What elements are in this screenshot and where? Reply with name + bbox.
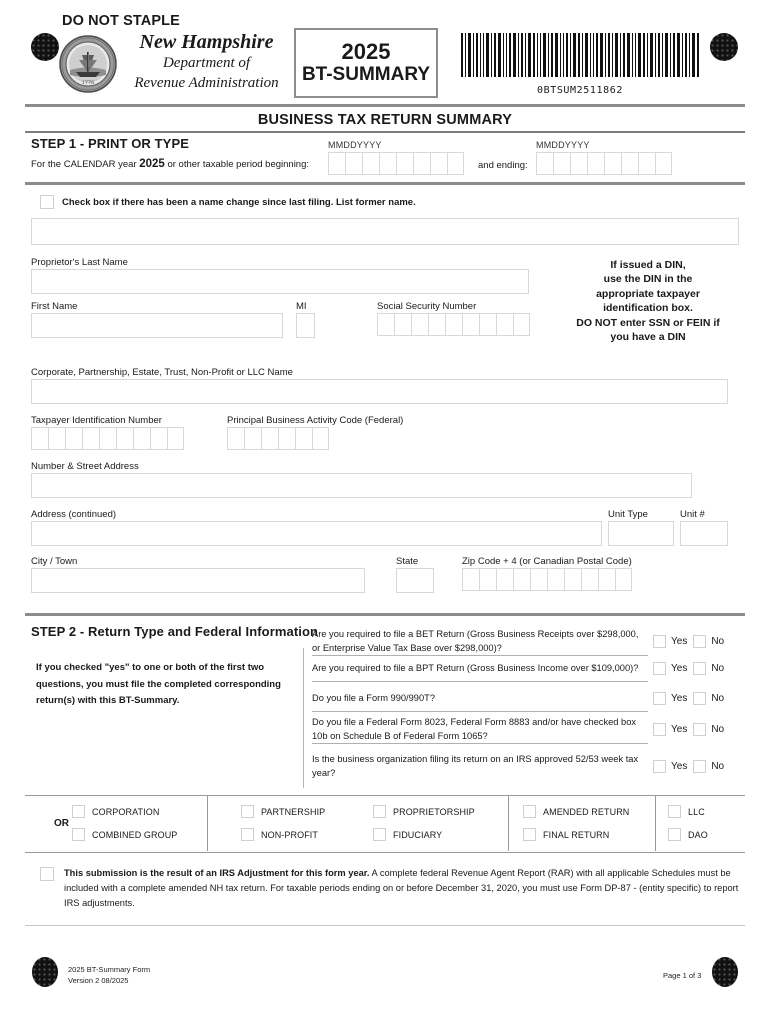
input-cell[interactable] [638,152,655,175]
question-yes-label: Yes [671,636,688,648]
irs-adjustment-checkbox[interactable] [40,867,54,881]
input-cell[interactable] [655,152,672,175]
input-cell[interactable] [48,427,65,450]
input-cell[interactable] [133,427,150,450]
din-note-line: use the DIN in the [603,273,693,286]
calendar-prefix: For the CALENDAR year [31,159,140,170]
question-separator [312,743,648,744]
question-yes-label: Yes [671,724,688,736]
entity-checkbox[interactable] [668,828,681,841]
name-change-checkbox[interactable] [40,195,54,209]
calendar-year: 2025 [139,158,165,170]
entity-option-label: AMENDED RETURN [543,806,630,817]
svg-text:1776: 1776 [81,80,95,86]
entity-option-label: FINAL RETURN [543,829,610,840]
tin-label: Taxpayer Identification Number [31,415,162,426]
unit-type-input[interactable] [608,521,674,546]
irs-adjustment-text [64,866,746,911]
input-cell[interactable] [82,427,99,450]
input-cell[interactable] [547,568,564,591]
pba-code-input[interactable] [227,427,329,450]
input-cell[interactable] [394,313,411,336]
entity-option-amended-return[interactable] [523,805,629,818]
begin-date-format-label: MMDDYYYY [328,140,382,150]
input-cell[interactable] [31,427,48,450]
tin-input[interactable] [31,427,184,450]
former-name-input[interactable] [31,218,739,245]
question-yes-label: Yes [671,693,688,705]
question-text: Is the business organization filing its return on an IRS approved 52/53 week tax year? [312,754,639,778]
question-row [312,753,752,781]
din-note-line: If issued a DIN, [610,259,686,271]
do-not-staple-notice: DO NOT STAPLE [62,13,180,29]
zip-label: Zip Code + 4 (or Canadian Postal Code) [462,556,632,567]
entity-option-label: CORPORATION [92,806,160,817]
entity-option-label: COMBINED GROUP [92,829,178,840]
entity-option-partnership[interactable] [241,805,325,818]
footer-line-2: Version 2 08/2025 [68,976,129,986]
question-no-checkbox[interactable] [693,635,706,648]
entity-option-combined-group[interactable] [72,828,177,841]
question-no-label: No [711,663,725,675]
question-yes-label: Yes [671,663,688,675]
middle-initial-input[interactable] [296,313,315,338]
question-separator [312,711,648,712]
entity-option-label: FIDUCIARY [393,829,443,840]
entity-option-label: NON-PROFIT [261,829,318,840]
barcode-number: 0BTSUM2511862 [536,85,624,96]
entity-checkbox[interactable] [373,805,386,818]
question-text: Do you file a Form 990/990T? [312,693,435,703]
question-yes-label: Yes [671,761,688,773]
divider-step2-top [25,613,745,616]
input-cell[interactable] [462,313,479,336]
period-begin-date-input[interactable] [328,152,464,175]
input-cell[interactable] [447,152,464,175]
form-code: BT-SUMMARY [301,64,431,86]
question-yes-checkbox[interactable] [653,760,666,773]
din-note-line: identification box. [603,302,693,315]
input-cell[interactable] [430,152,447,175]
input-cell[interactable] [604,152,621,175]
first-name-label: First Name [31,301,78,312]
question-no-label: No [711,693,725,705]
zip-input[interactable] [462,568,632,591]
input-cell[interactable] [328,152,345,175]
entity-option-non-profit[interactable] [241,828,318,841]
question-no-option[interactable] [693,760,724,773]
entity-checkbox[interactable] [241,805,254,818]
unit-number-label: Unit # [680,509,705,520]
or-label: OR [54,818,69,829]
question-row [312,628,752,656]
page-title: BUSINESS TAX RETURN SUMMARY [257,112,513,128]
input-cell[interactable] [496,568,513,591]
state-name: New Hampshire [139,31,274,53]
entity-option-corporation[interactable] [72,805,159,818]
registration-dot-bottom-left [32,957,58,987]
input-cell[interactable] [65,427,82,450]
and-ending-label: and ending: [478,160,528,171]
first-name-input[interactable] [31,313,283,338]
name-change-row[interactable] [40,195,416,209]
divider-title-bottom [25,131,745,133]
input-cell[interactable] [462,568,479,591]
entity-option-label: LLC [688,806,705,817]
step2-note: If you checked "yes" to one or both of the first two questions, you must file the completed corresponding return(s) with this BT-Summary. [36,662,281,707]
question-no-label: No [711,636,725,648]
pba-code-label: Principal Business Activity Code (Federal) [227,415,404,426]
city-town-label: City / Town [31,556,78,567]
divider-step1 [25,182,745,185]
input-cell[interactable] [312,427,329,450]
input-cell[interactable] [553,152,570,175]
calendar-suffix: or other taxable period beginning: [164,159,310,170]
input-cell[interactable] [227,427,244,450]
input-cell[interactable] [377,313,394,336]
question-row [312,692,752,706]
step2-vertical-divider [303,648,304,788]
barcode-image [459,33,701,77]
irs-adjustment-rest: A complete federal Revenue Agent Report (RAR) with all applicable Schedules must be included with a complete amended NH tax return. For taxable periods ending on or before December 31, 2020, you must use Form DP-87 - (entity specific) to report IRS adjustments. [64,868,739,909]
question-yes-checkbox[interactable] [653,635,666,648]
input-cell[interactable] [396,152,413,175]
state-label: State [396,556,419,567]
input-cell[interactable] [99,427,116,450]
question-text: Are you required to file a BPT Return (Gross Business Income over $109,000)? [312,663,639,673]
entity-option-label: DAO [688,829,708,840]
entity-option-final-return[interactable] [523,828,609,841]
input-cell[interactable] [530,568,547,591]
divider-title-top [25,104,745,107]
question-text: Do you file a Federal Form 8023, Federal Form 8883 and/or have checked box 10b on Schedule B of Federal Form 1065? [312,717,637,741]
question-text: Are you required to file a BET Return (Gross Business Receipts over $298,000, or Enterprise Value Tax Base over $298,000)? [312,629,639,653]
entity-option-fiduciary[interactable] [373,828,442,841]
question-no-checkbox[interactable] [693,662,706,675]
question-row [312,662,752,676]
input-cell[interactable] [598,568,615,591]
input-cell[interactable] [261,427,278,450]
barcode-block [459,33,701,96]
input-cell[interactable] [513,313,530,336]
department-line-2: Revenue Administration [134,74,279,91]
entity-divider-1 [207,795,208,851]
question-yes-option[interactable] [653,635,687,648]
state-input[interactable] [396,568,434,593]
input-cell[interactable] [536,152,553,175]
footer-form-info [68,964,150,987]
footer-page-number: Page 1 of 3 [663,971,702,980]
department-line-1: Department of [162,55,251,71]
end-date-format-label: MMDDYYYY [536,140,590,150]
entity-divider-3 [655,795,656,851]
input-cell[interactable] [362,152,379,175]
entity-checkbox[interactable] [523,805,536,818]
ssn-label: Social Security Number [377,301,477,312]
form-title-bar [25,108,745,132]
irs-adjustment-row[interactable] [40,866,746,911]
question-no-option[interactable] [693,662,724,675]
input-cell[interactable] [345,152,362,175]
divider-footer [25,925,745,926]
entity-checkbox[interactable] [373,828,386,841]
entity-option-llc[interactable] [668,805,705,818]
question-no-checkbox[interactable] [693,723,706,736]
input-cell[interactable] [413,152,430,175]
unit-type-label: Unit Type [608,509,648,520]
question-no-option[interactable] [693,635,724,648]
form-year-code-box [294,28,438,98]
question-no-option[interactable] [693,692,724,705]
input-cell[interactable] [379,152,396,175]
street-address-label: Number & Street Address [31,461,139,472]
input-cell[interactable] [428,313,445,336]
entity-checkbox[interactable] [72,828,85,841]
input-cell[interactable] [570,152,587,175]
entity-option-dao[interactable] [668,828,708,841]
question-yes-option[interactable] [653,723,687,736]
entity-divider-2 [508,795,509,851]
din-note-line: DO NOT enter SSN or FEIN if [576,316,720,329]
address-continued-input[interactable] [31,521,602,546]
input-cell[interactable] [116,427,133,450]
calendar-year-label [31,158,309,170]
input-cell[interactable] [496,313,513,336]
form-year: 2025 [341,38,391,64]
registration-dot-top-left [31,33,59,61]
entity-checkbox[interactable] [241,828,254,841]
input-cell[interactable] [564,568,581,591]
input-cell[interactable] [150,427,167,450]
proprietor-last-name-label: Proprietor's Last Name [31,257,128,268]
input-cell[interactable] [621,152,638,175]
period-end-date-input[interactable] [536,152,672,175]
input-cell[interactable] [581,568,598,591]
input-cell[interactable] [411,313,428,336]
city-town-input[interactable] [31,568,365,593]
din-note-line: appropriate taxpayer [596,287,700,300]
input-cell[interactable] [167,427,184,450]
question-separator [312,655,648,656]
question-yes-checkbox[interactable] [653,692,666,705]
registration-dot-bottom-right [712,957,738,987]
question-yes-checkbox[interactable] [653,662,666,675]
question-row [312,716,752,744]
return-type-box [25,795,745,853]
input-cell[interactable] [244,427,261,450]
entity-name-input[interactable] [31,379,728,404]
entity-checkbox[interactable] [72,805,85,818]
input-cell[interactable] [278,427,295,450]
entity-name-label: Corporate, Partnership, Estate, Trust, Non-Profit or LLC Name [31,367,293,378]
entity-option-label: PROPRIETORSHIP [393,806,475,817]
question-no-option[interactable] [693,723,724,736]
step2-heading: STEP 2 - Return Type and Federal Information [31,624,319,639]
proprietor-last-name-input[interactable] [31,269,529,294]
entity-checkbox[interactable] [523,828,536,841]
din-instruction-note [548,258,748,345]
din-note-line: you have a DIN [610,331,686,344]
step1-heading: STEP 1 - PRINT OR TYPE [31,136,189,151]
entity-option-label: PARTNERSHIP [261,806,326,817]
mi-label: MI [296,301,307,312]
input-cell[interactable] [479,313,496,336]
address-continued-label: Address (continued) [31,509,117,520]
street-address-input[interactable] [31,473,692,498]
input-cell[interactable] [295,427,312,450]
irs-adjustment-bold-lead: This submission is the result of an IRS Adjustment for this form year. [64,868,370,878]
ssn-input[interactable] [377,313,530,336]
input-cell[interactable] [479,568,496,591]
input-cell[interactable] [445,313,462,336]
question-no-checkbox[interactable] [693,760,706,773]
input-cell[interactable] [513,568,530,591]
footer-line-1: 2025 BT-Summary Form [68,965,151,974]
question-no-label: No [711,724,725,736]
question-yes-option[interactable] [653,662,687,675]
entity-option-proprietorship[interactable] [373,805,475,818]
question-yes-option[interactable] [653,760,687,773]
question-no-label: No [711,761,725,773]
question-no-checkbox[interactable] [693,692,706,705]
question-yes-option[interactable] [653,692,687,705]
registration-dot-top-right [710,33,738,61]
entity-checkbox[interactable] [668,805,681,818]
question-separator [312,681,648,682]
agency-name-block [124,32,289,93]
name-change-label: Check box if there has been a name change since last filing. List former name. [62,196,416,208]
question-yes-checkbox[interactable] [653,723,666,736]
unit-number-input[interactable] [680,521,728,546]
input-cell[interactable] [587,152,604,175]
new-hampshire-state-seal-icon [58,34,118,94]
input-cell[interactable] [615,568,632,591]
